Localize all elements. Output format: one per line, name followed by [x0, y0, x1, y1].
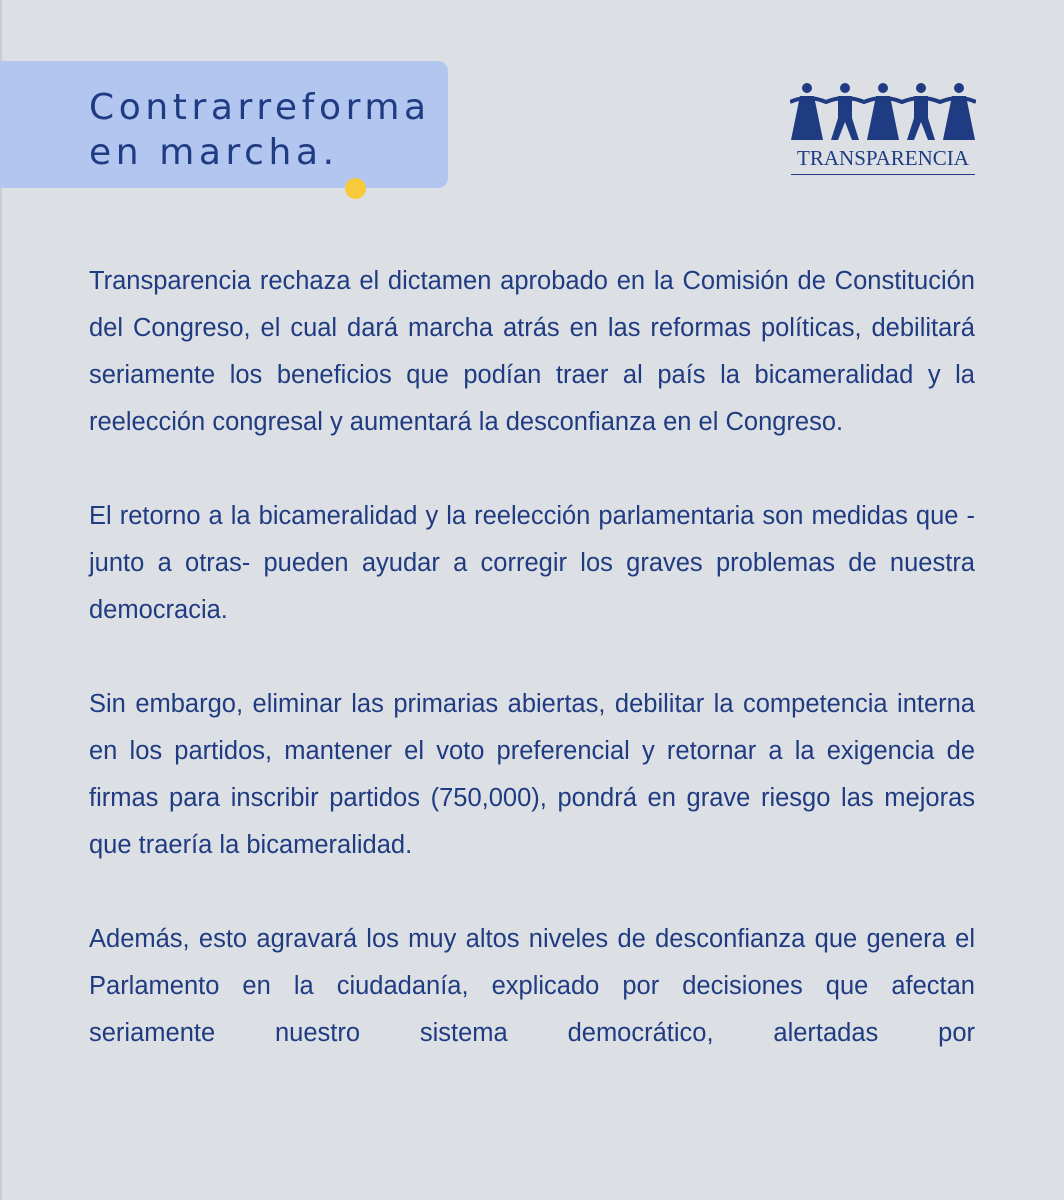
five-people-figures-icon [790, 82, 976, 144]
logo-underline [791, 174, 975, 175]
title-line-2: en marcha. [89, 132, 339, 173]
paragraph-2: El retorno a la bicameralidad y la reelección parlamentaria son medidas que -junto a otras- pueden ayudar a corregir los graves problemas de nuestra democracia. [89, 502, 975, 624]
paragraph-4: Además, esto agravará los muy altos niveles de desconfianza que genera el Parlamento en la ciudadanía, explicado por decisiones que afectan seriamente nuestro sistema democrático, alertadas por [89, 925, 975, 1047]
logo-wordmark: TRANSPARENCIA [797, 146, 969, 170]
title-banner [0, 61, 448, 188]
accent-dot [345, 178, 366, 199]
statement-body [89, 258, 975, 1104]
paragraph-3: Sin embargo, eliminar las primarias abiertas, debilitar la competencia interna en los partidos, mantener el voto preferencial y retornar a la exigencia de firmas para inscribir partidos (750,000), pondrá en grave riesgo las mejoras que traería la bicameralidad. [89, 690, 975, 859]
paragraph-1: Transparencia rechaza el dictamen aprobado en la Comisión de Constitución del Congreso, el cual dará marcha atrás en las reformas políticas, debilitará seriamente los beneficios que podían traer al país la bicameralidad y la reelección congresal y aumentará la desconfianza en el Congreso. [89, 267, 975, 436]
transparencia-logo [786, 82, 980, 180]
title-line-1: Contrarreforma [89, 87, 431, 128]
